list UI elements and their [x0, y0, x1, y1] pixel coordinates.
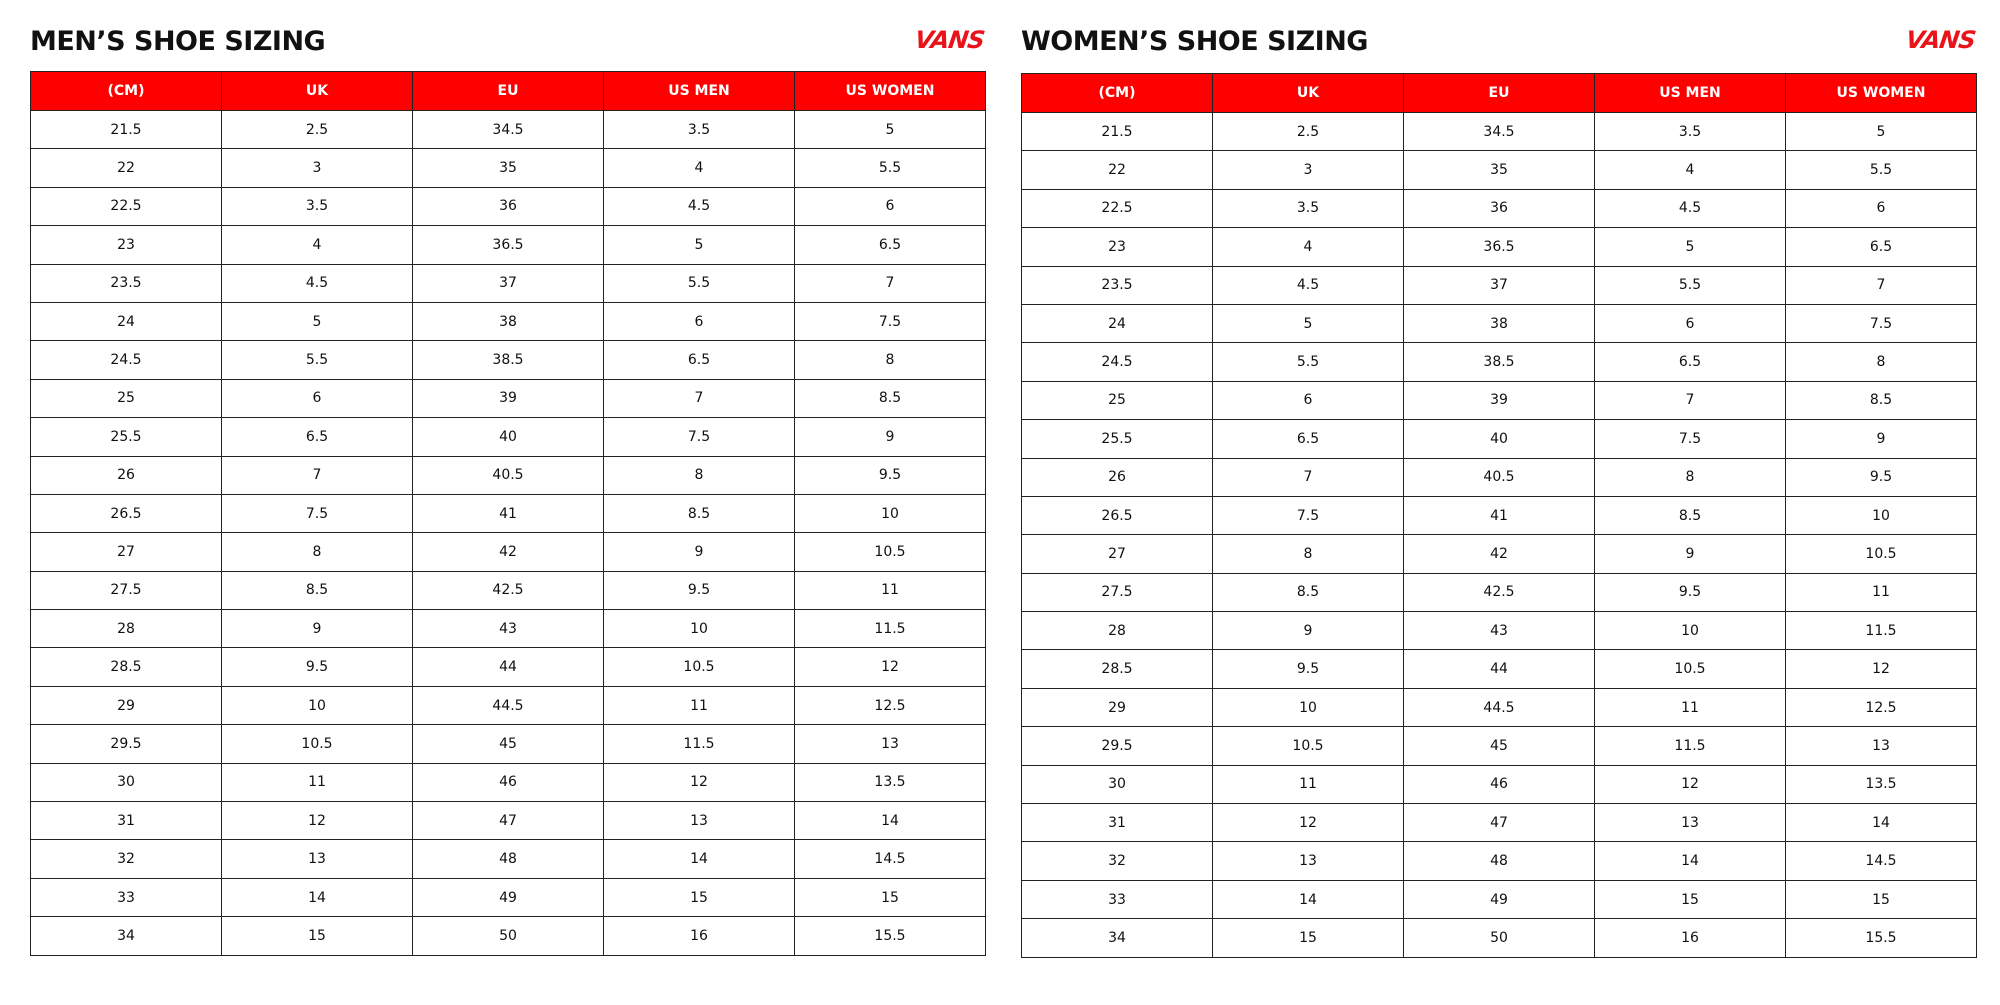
table-cell: 3: [1213, 151, 1404, 189]
table-cell: 34.5: [413, 111, 604, 149]
table-cell: 11: [604, 686, 795, 724]
header-row: [1022, 74, 1977, 113]
table-cell: 42.5: [413, 571, 604, 609]
table-cell: 8.5: [222, 571, 413, 609]
table-cell: 9: [1786, 420, 1977, 458]
table-cell: 10.5: [1786, 535, 1977, 573]
header-row: [31, 72, 986, 111]
column-header: EU: [1404, 74, 1595, 113]
table-row: [31, 149, 986, 187]
table-row: [1022, 113, 1977, 151]
table-cell: 10: [222, 686, 413, 724]
table-cell: 11.5: [1595, 727, 1786, 765]
table-row: [1022, 420, 1977, 458]
table-cell: 11: [1213, 765, 1404, 803]
table-cell: 7: [1786, 266, 1977, 304]
table-cell: 23: [1022, 228, 1213, 266]
table-cell: 6.5: [1213, 420, 1404, 458]
table-cell: 13: [795, 725, 986, 763]
table-cell: 25: [31, 379, 222, 417]
womens-table-body: [1022, 113, 1977, 958]
table-cell: 30: [1022, 765, 1213, 803]
table-cell: 43: [1404, 612, 1595, 650]
table-cell: 6.5: [1595, 343, 1786, 381]
table-cell: 5.5: [604, 264, 795, 302]
table-cell: 11: [795, 571, 986, 609]
table-cell: 24.5: [1022, 343, 1213, 381]
table-cell: 39: [413, 379, 604, 417]
table-cell: 5.5: [222, 341, 413, 379]
table-row: [1022, 880, 1977, 918]
table-cell: 32: [1022, 842, 1213, 880]
column-header: (CM): [31, 72, 222, 111]
table-cell: 28: [31, 610, 222, 648]
column-header: US WOMEN: [1786, 74, 1977, 113]
table-cell: 31: [1022, 804, 1213, 842]
table-cell: 3: [222, 149, 413, 187]
table-row: [1022, 343, 1977, 381]
table-row: [31, 917, 986, 955]
table-cell: 22: [31, 149, 222, 187]
table-cell: 35: [1404, 151, 1595, 189]
table-row: [1022, 496, 1977, 534]
table-cell: 42.5: [1404, 573, 1595, 611]
table-row: [1022, 650, 1977, 688]
table-cell: 29: [1022, 688, 1213, 726]
table-cell: 6: [222, 379, 413, 417]
table-cell: 5: [795, 111, 986, 149]
table-cell: 16: [1595, 919, 1786, 957]
table-cell: 8: [604, 456, 795, 494]
table-row: [31, 456, 986, 494]
table-cell: 14: [1213, 880, 1404, 918]
table-row: [1022, 919, 1977, 957]
table-row: [1022, 765, 1977, 803]
table-row: [31, 725, 986, 763]
table-cell: 42: [1404, 535, 1595, 573]
table-cell: 31: [31, 802, 222, 840]
mens-size-table: [30, 71, 986, 956]
table-cell: 10: [604, 610, 795, 648]
womens-panel-header: [1021, 22, 1977, 72]
table-cell: 13: [1786, 727, 1977, 765]
table-cell: 36.5: [413, 226, 604, 264]
table-cell: 28: [1022, 612, 1213, 650]
table-row: [1022, 804, 1977, 842]
table-cell: 30: [31, 763, 222, 801]
table-cell: 45: [1404, 727, 1595, 765]
table-cell: 10.5: [222, 725, 413, 763]
table-cell: 40: [1404, 420, 1595, 458]
table-cell: 40.5: [413, 456, 604, 494]
table-row: [31, 840, 986, 878]
table-cell: 48: [413, 840, 604, 878]
mens-sizing-panel: [30, 22, 986, 944]
table-cell: 13.5: [795, 763, 986, 801]
table-cell: 7: [1595, 381, 1786, 419]
table-cell: 4.5: [1595, 189, 1786, 227]
table-cell: 5: [604, 226, 795, 264]
table-cell: 6.5: [604, 341, 795, 379]
table-cell: 28.5: [31, 648, 222, 686]
womens-table-header: [1022, 74, 1977, 113]
table-cell: 23.5: [1022, 266, 1213, 304]
table-cell: 22.5: [1022, 189, 1213, 227]
table-cell: 25.5: [31, 418, 222, 456]
table-row: [1022, 573, 1977, 611]
table-cell: 6: [604, 302, 795, 340]
table-cell: 34: [31, 917, 222, 955]
table-cell: 44: [413, 648, 604, 686]
table-cell: 27.5: [31, 571, 222, 609]
table-cell: 10: [1786, 496, 1977, 534]
table-cell: 9: [222, 610, 413, 648]
table-row: [1022, 842, 1977, 880]
table-cell: 9: [1213, 612, 1404, 650]
vans-logo: VANS: [1904, 26, 1977, 54]
table-row: [31, 571, 986, 609]
table-cell: 9: [604, 533, 795, 571]
column-header: EU: [413, 72, 604, 111]
table-cell: 8.5: [1595, 496, 1786, 534]
table-cell: 36: [413, 187, 604, 225]
table-cell: 21.5: [31, 111, 222, 149]
table-cell: 3.5: [1213, 189, 1404, 227]
table-cell: 49: [1404, 880, 1595, 918]
table-cell: 24: [31, 302, 222, 340]
table-cell: 11: [222, 763, 413, 801]
table-cell: 33: [1022, 880, 1213, 918]
table-cell: 9.5: [222, 648, 413, 686]
table-row: [31, 648, 986, 686]
table-cell: 50: [1404, 919, 1595, 957]
table-cell: 28.5: [1022, 650, 1213, 688]
table-cell: 9: [1595, 535, 1786, 573]
table-cell: 14: [1786, 804, 1977, 842]
table-row: [31, 341, 986, 379]
table-cell: 4: [222, 226, 413, 264]
table-cell: 4.5: [1213, 266, 1404, 304]
table-row: [1022, 381, 1977, 419]
table-cell: 10.5: [1213, 727, 1404, 765]
table-cell: 8.5: [604, 494, 795, 532]
table-cell: 7: [795, 264, 986, 302]
table-cell: 36.5: [1404, 228, 1595, 266]
mens-sizing-title: MEN’S SHOE SIZING: [30, 26, 326, 57]
table-cell: 2.5: [222, 111, 413, 149]
table-cell: 5.5: [1786, 151, 1977, 189]
table-cell: 43: [413, 610, 604, 648]
table-cell: 12: [1595, 765, 1786, 803]
table-cell: 5: [222, 302, 413, 340]
table-cell: 38: [1404, 304, 1595, 342]
mens-table-body: [31, 111, 986, 956]
table-cell: 14: [222, 878, 413, 916]
table-cell: 4: [1595, 151, 1786, 189]
table-cell: 7: [604, 379, 795, 417]
table-cell: 27.5: [1022, 573, 1213, 611]
table-cell: 45: [413, 725, 604, 763]
womens-size-table: [1021, 73, 1977, 958]
table-cell: 7.5: [1595, 420, 1786, 458]
table-cell: 8: [1213, 535, 1404, 573]
table-row: [31, 379, 986, 417]
table-cell: 5: [1595, 228, 1786, 266]
table-cell: 25: [1022, 381, 1213, 419]
table-cell: 13: [1213, 842, 1404, 880]
table-cell: 7: [222, 456, 413, 494]
table-cell: 23: [31, 226, 222, 264]
table-cell: 15: [222, 917, 413, 955]
table-cell: 22: [1022, 151, 1213, 189]
table-cell: 12: [222, 802, 413, 840]
column-header: US WOMEN: [795, 72, 986, 111]
table-row: [1022, 189, 1977, 227]
table-cell: 14: [604, 840, 795, 878]
table-cell: 10: [1213, 688, 1404, 726]
table-cell: 4.5: [222, 264, 413, 302]
table-cell: 15: [1595, 880, 1786, 918]
table-cell: 11: [1786, 573, 1977, 611]
table-cell: 29: [31, 686, 222, 724]
column-header: US MEN: [1595, 74, 1786, 113]
table-cell: 4: [604, 149, 795, 187]
table-cell: 12.5: [795, 686, 986, 724]
table-cell: 12.5: [1786, 688, 1977, 726]
table-cell: 47: [1404, 804, 1595, 842]
column-header: US MEN: [604, 72, 795, 111]
table-cell: 27: [31, 533, 222, 571]
table-cell: 37: [413, 264, 604, 302]
table-cell: 27: [1022, 535, 1213, 573]
table-cell: 7.5: [1213, 496, 1404, 534]
table-cell: 15: [795, 878, 986, 916]
table-cell: 15: [604, 878, 795, 916]
table-cell: 4.5: [604, 187, 795, 225]
table-row: [1022, 727, 1977, 765]
table-cell: 24.5: [31, 341, 222, 379]
table-row: [31, 418, 986, 456]
table-cell: 9.5: [1595, 573, 1786, 611]
table-cell: 10.5: [1595, 650, 1786, 688]
mens-panel-header: [30, 22, 986, 72]
table-cell: 23.5: [31, 264, 222, 302]
table-cell: 29.5: [1022, 727, 1213, 765]
table-row: [31, 878, 986, 916]
table-cell: 46: [413, 763, 604, 801]
table-cell: 8: [795, 341, 986, 379]
table-cell: 2.5: [1213, 113, 1404, 151]
table-cell: 5.5: [795, 149, 986, 187]
table-cell: 5: [1786, 113, 1977, 151]
table-cell: 5.5: [1213, 343, 1404, 381]
table-cell: 40.5: [1404, 458, 1595, 496]
table-row: [1022, 535, 1977, 573]
table-cell: 41: [1404, 496, 1595, 534]
table-cell: 42: [413, 533, 604, 571]
table-cell: 6: [795, 187, 986, 225]
table-row: [1022, 458, 1977, 496]
table-cell: 8.5: [1213, 573, 1404, 611]
column-header: UK: [1213, 74, 1404, 113]
table-cell: 3.5: [1595, 113, 1786, 151]
table-cell: 8.5: [1786, 381, 1977, 419]
table-cell: 7.5: [1786, 304, 1977, 342]
table-cell: 46: [1404, 765, 1595, 803]
table-cell: 26: [1022, 458, 1213, 496]
table-cell: 10.5: [604, 648, 795, 686]
table-cell: 3.5: [222, 187, 413, 225]
table-row: [31, 533, 986, 571]
table-cell: 15: [1786, 880, 1977, 918]
table-cell: 39: [1404, 381, 1595, 419]
table-cell: 6.5: [795, 226, 986, 264]
table-cell: 11.5: [795, 610, 986, 648]
table-cell: 8.5: [795, 379, 986, 417]
table-cell: 10: [795, 494, 986, 532]
table-cell: 47: [413, 802, 604, 840]
table-cell: 6.5: [1786, 228, 1977, 266]
table-row: [1022, 688, 1977, 726]
table-cell: 12: [1786, 650, 1977, 688]
table-cell: 10.5: [795, 533, 986, 571]
table-cell: 38.5: [1404, 343, 1595, 381]
table-cell: 6.5: [222, 418, 413, 456]
table-cell: 35: [413, 149, 604, 187]
table-cell: 25.5: [1022, 420, 1213, 458]
table-cell: 13.5: [1786, 765, 1977, 803]
womens-sizing-title: WOMEN’S SHOE SIZING: [1021, 26, 1368, 57]
table-cell: 14.5: [1786, 842, 1977, 880]
table-cell: 38: [413, 302, 604, 340]
table-cell: 32: [31, 840, 222, 878]
table-cell: 14: [1595, 842, 1786, 880]
table-cell: 7.5: [795, 302, 986, 340]
table-row: [31, 494, 986, 532]
table-cell: 6: [1786, 189, 1977, 227]
table-cell: 7.5: [222, 494, 413, 532]
table-cell: 4: [1213, 228, 1404, 266]
table-cell: 8: [222, 533, 413, 571]
table-row: [1022, 151, 1977, 189]
table-row: [31, 610, 986, 648]
table-row: [31, 226, 986, 264]
table-cell: 49: [413, 878, 604, 916]
table-cell: 40: [413, 418, 604, 456]
table-row: [1022, 612, 1977, 650]
table-cell: 26.5: [31, 494, 222, 532]
table-cell: 8: [1595, 458, 1786, 496]
table-cell: 9.5: [1213, 650, 1404, 688]
table-row: [1022, 266, 1977, 304]
table-cell: 34: [1022, 919, 1213, 957]
table-cell: 33: [31, 878, 222, 916]
table-row: [31, 802, 986, 840]
table-cell: 6: [1213, 381, 1404, 419]
table-cell: 26: [31, 456, 222, 494]
table-cell: 44.5: [1404, 688, 1595, 726]
table-cell: 5: [1213, 304, 1404, 342]
column-header: UK: [222, 72, 413, 111]
table-cell: 9.5: [1786, 458, 1977, 496]
table-cell: 3.5: [604, 111, 795, 149]
table-cell: 9.5: [604, 571, 795, 609]
table-row: [31, 111, 986, 149]
table-cell: 9: [795, 418, 986, 456]
column-header: (CM): [1022, 74, 1213, 113]
table-cell: 26.5: [1022, 496, 1213, 534]
table-cell: 8: [1786, 343, 1977, 381]
table-cell: 14: [795, 802, 986, 840]
table-cell: 12: [1213, 804, 1404, 842]
table-cell: 13: [1595, 804, 1786, 842]
table-cell: 9.5: [795, 456, 986, 494]
table-cell: 21.5: [1022, 113, 1213, 151]
table-cell: 11: [1595, 688, 1786, 726]
table-cell: 37: [1404, 266, 1595, 304]
table-cell: 13: [222, 840, 413, 878]
table-cell: 48: [1404, 842, 1595, 880]
table-cell: 12: [604, 763, 795, 801]
table-row: [1022, 304, 1977, 342]
table-cell: 38.5: [413, 341, 604, 379]
table-row: [31, 264, 986, 302]
table-row: [31, 686, 986, 724]
table-cell: 16: [604, 917, 795, 955]
table-cell: 36: [1404, 189, 1595, 227]
table-cell: 11.5: [1786, 612, 1977, 650]
table-row: [31, 763, 986, 801]
table-cell: 5.5: [1595, 266, 1786, 304]
table-cell: 44: [1404, 650, 1595, 688]
table-cell: 12: [795, 648, 986, 686]
mens-table-header: [31, 72, 986, 111]
table-cell: 41: [413, 494, 604, 532]
table-cell: 15.5: [1786, 919, 1977, 957]
table-cell: 7: [1213, 458, 1404, 496]
table-cell: 15.5: [795, 917, 986, 955]
table-cell: 10: [1595, 612, 1786, 650]
table-cell: 50: [413, 917, 604, 955]
table-row: [1022, 228, 1977, 266]
table-cell: 24: [1022, 304, 1213, 342]
table-cell: 44.5: [413, 686, 604, 724]
table-cell: 13: [604, 802, 795, 840]
table-cell: 34.5: [1404, 113, 1595, 151]
womens-sizing-panel: [1021, 22, 1977, 946]
table-cell: 11.5: [604, 725, 795, 763]
table-cell: 6: [1595, 304, 1786, 342]
table-row: [31, 187, 986, 225]
table-row: [31, 302, 986, 340]
table-cell: 29.5: [31, 725, 222, 763]
table-cell: 22.5: [31, 187, 222, 225]
vans-logo: VANS: [913, 26, 986, 54]
table-cell: 7.5: [604, 418, 795, 456]
table-cell: 15: [1213, 919, 1404, 957]
table-cell: 14.5: [795, 840, 986, 878]
